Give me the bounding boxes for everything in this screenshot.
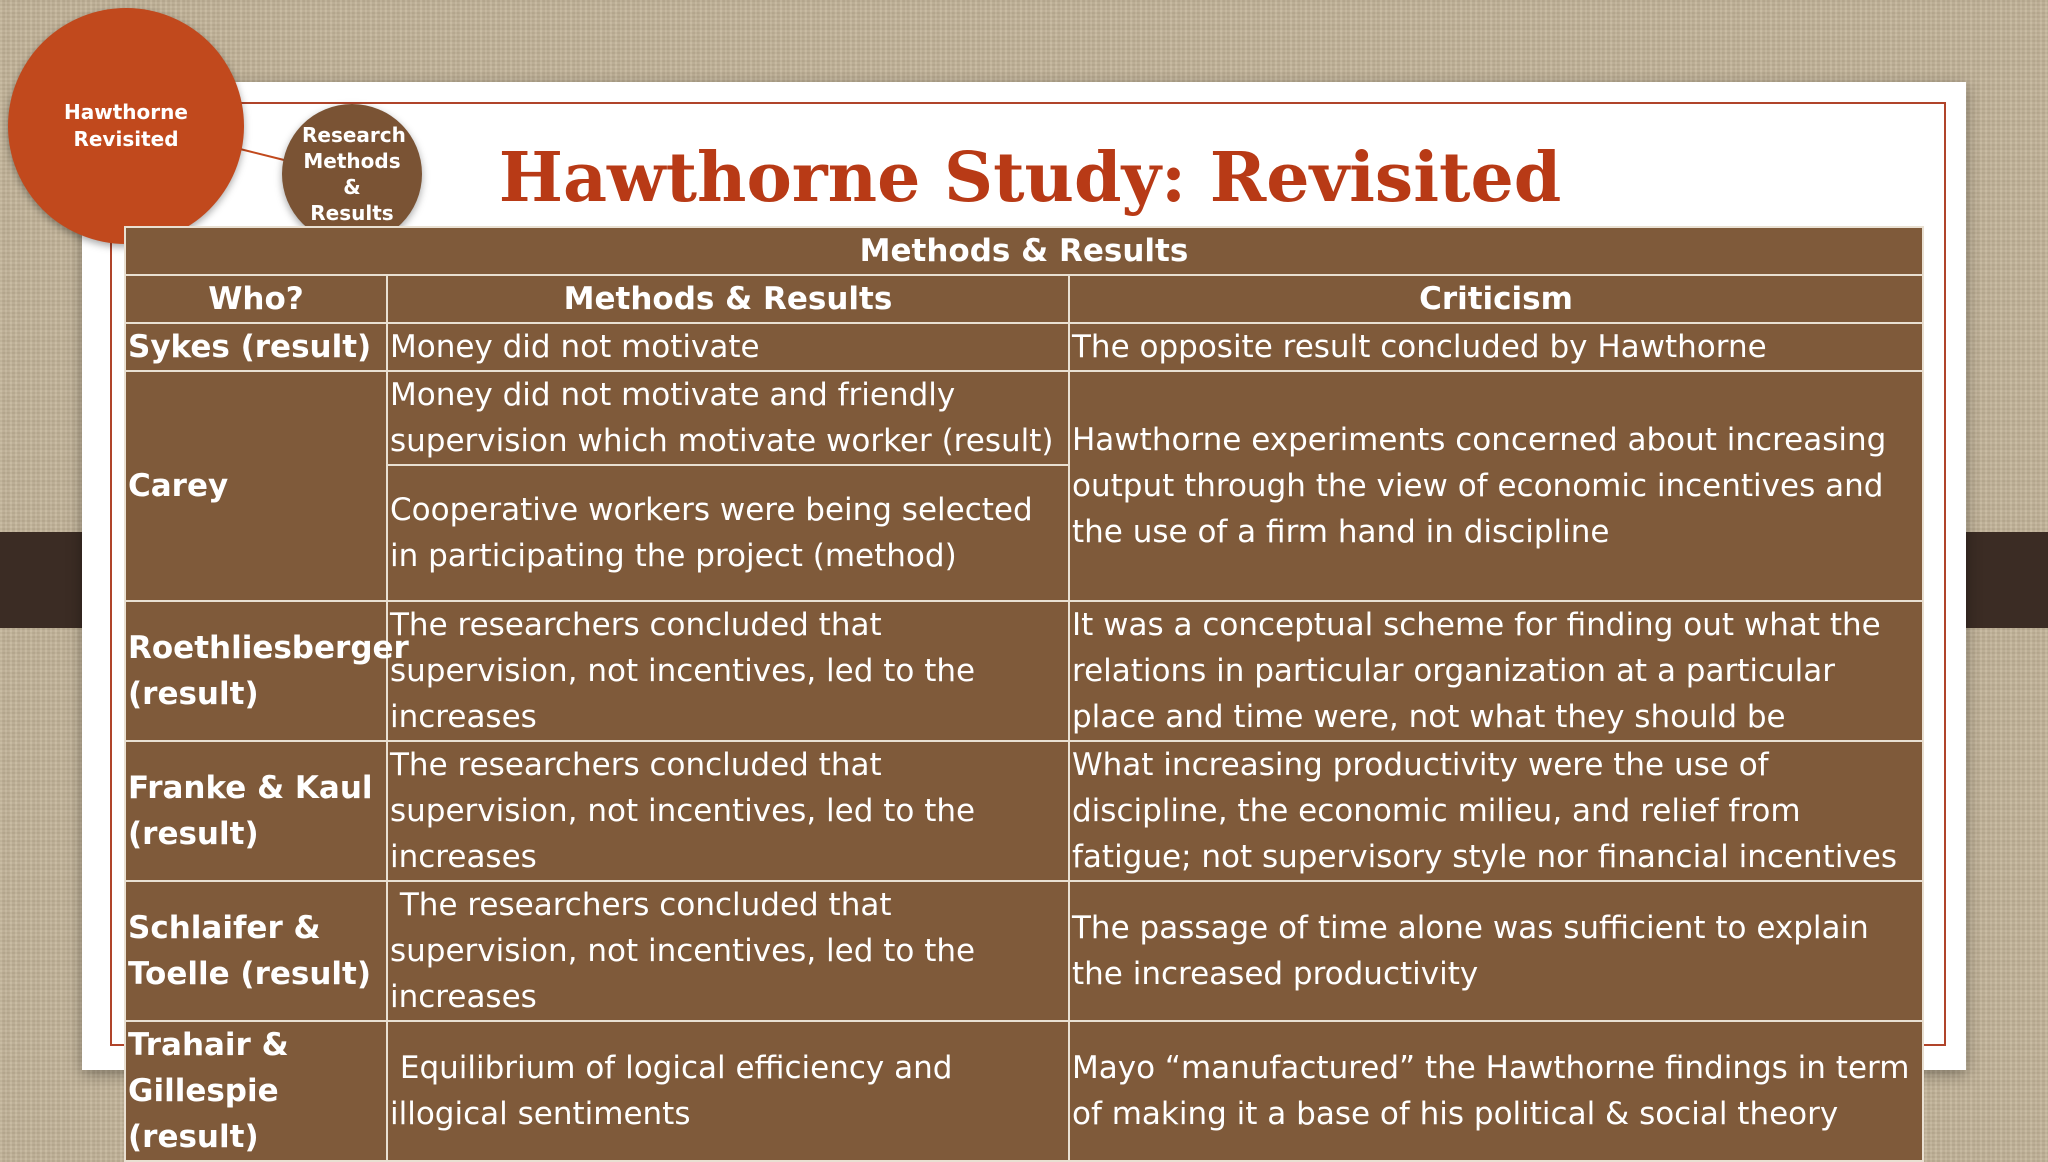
table-row — [125, 601, 1923, 741]
cell-criticism: It was a conceptual scheme for finding out what the relations in particular organization at a particular place and time were, not what they should be — [1069, 601, 1923, 741]
page-title: Hawthorne Study: Revisited — [498, 138, 1562, 218]
nav-circle-label: Hawthorne Revisited — [64, 100, 188, 151]
cell-methods: Money did not motivate — [387, 323, 1069, 371]
cell-methods: Cooperative workers were being selected in participating the project (method) — [387, 465, 1069, 601]
nav-circle-hawthorne-revisited[interactable] — [8, 8, 244, 244]
table-row — [125, 741, 1923, 881]
cell-who: Franke & Kaul (result) — [125, 741, 387, 881]
cell-criticism: What increasing productivity were the use of discipline, the economic milieu, and relief from fatigue; not supervisory style nor financial incentives — [1069, 741, 1923, 881]
table-caption: Methods & Results — [125, 227, 1923, 275]
cell-criticism: Hawthorne experiments concerned about increasing output through the view of economic incentives and the use of a firm hand in discipline — [1069, 371, 1923, 601]
methods-results-table — [124, 226, 1924, 1162]
cell-methods: The researchers concluded that supervision, not incentives, led to the increases — [387, 881, 1069, 1021]
cell-criticism: The opposite result concluded by Hawthorne — [1069, 323, 1923, 371]
table-row — [125, 323, 1923, 371]
cell-who: Sykes (result) — [125, 323, 387, 371]
cell-methods: Equilibrium of logical efficiency and illogical sentiments — [387, 1021, 1069, 1161]
header-criticism: Criticism — [1069, 275, 1923, 323]
cell-criticism: Mayo “manufactured” the Hawthorne findings in term of making it a base of his political & social theory — [1069, 1021, 1923, 1161]
cell-who: Carey — [125, 371, 387, 601]
cell-methods: The researchers concluded that supervision, not incentives, led to the increases — [387, 741, 1069, 881]
cell-who: Trahair & Gillespie (result) — [125, 1021, 387, 1161]
nav-circle-research-methods[interactable] — [282, 104, 422, 244]
cell-methods: The researchers concluded that supervision, not incentives, led to the increases — [387, 601, 1069, 741]
nav-circle-sub-label: Research Methods & Results — [302, 123, 406, 225]
header-methods: Methods & Results — [387, 275, 1069, 323]
cell-methods: Money did not motivate and friendly supervision which motivate worker (result) — [387, 371, 1069, 465]
table-row — [125, 371, 1923, 465]
table-row — [125, 881, 1923, 1021]
cell-criticism: The passage of time alone was sufficient to explain the increased productivity — [1069, 881, 1923, 1021]
table-row — [125, 1021, 1923, 1161]
cell-who: Schlaifer & Toelle (result) — [125, 881, 387, 1021]
header-who: Who? — [125, 275, 387, 323]
cell-who: Roethliesberger (result) — [125, 601, 387, 741]
